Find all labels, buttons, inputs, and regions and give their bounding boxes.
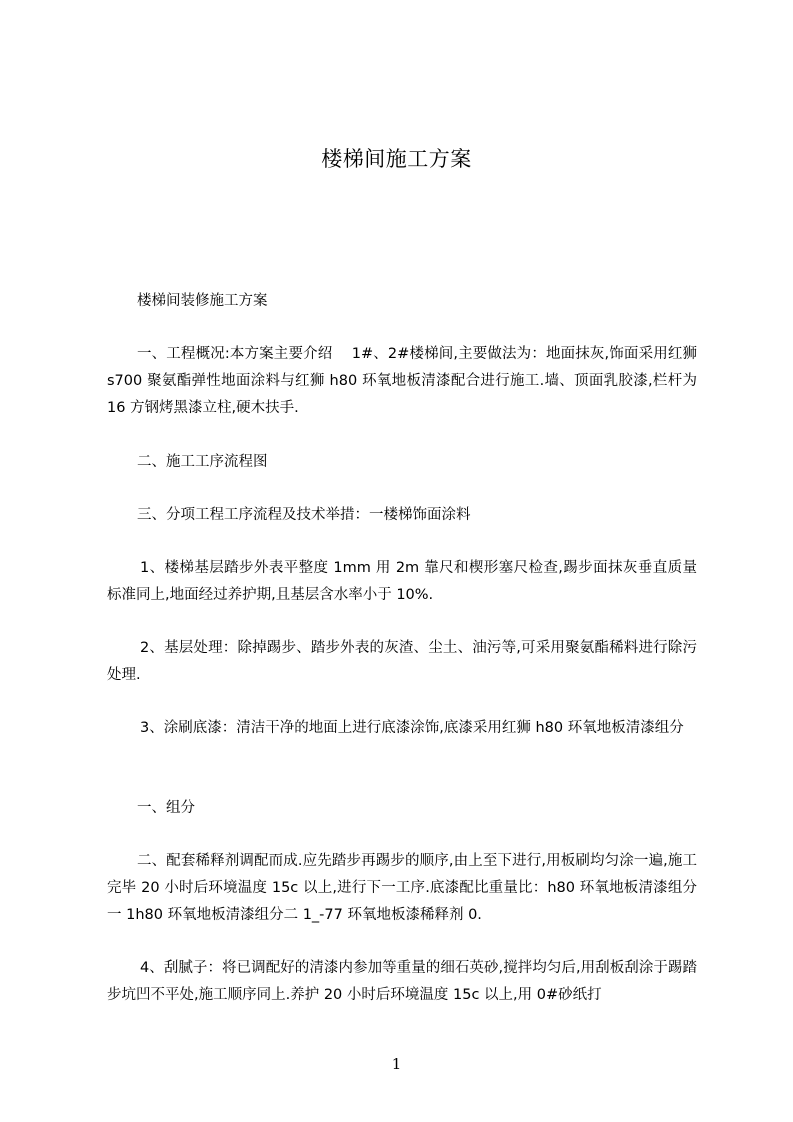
paragraph-component-2: 二、配套稀释剂调配而成.应先踏步再踢步的顺序,由上至下进行,用板刷均匀涂一遍,施工完毕 20 小时后环境温度 15c 以上,进行下一工序.底漆配比重量比：h80 环氧地板清漆组分一 1h80 环氧地板清漆组分二 1_-77 环氧地板漆稀释剂 0. — [107, 853, 697, 923]
paragraph-step-3: 3、涂刷底漆：清洁干净的地面上进行底漆涂饰,底漆采用红狮 h80 环氧地板清漆组分 — [140, 720, 684, 736]
paragraph-flowchart: 二、施工工序流程图 — [137, 454, 268, 470]
document-title: 楼梯间施工方案 — [321, 147, 472, 171]
paragraph-subtitle: 楼梯间装修施工方案 — [137, 293, 268, 309]
paragraph-step-4: 4、刮腻子：将已调配好的清漆内参加等重量的细石英砂,搅拌均匀后,用刮板刮涂于踢踏步坑凹不平处,施工顺序同上.养护 20 小时后环境温度 15c 以上,用 0#砂纸打 — [107, 960, 697, 1003]
paragraph-overview: 一、工程概况:本方案主要介绍 1#、2#楼梯间,主要做法为：地面抹灰,饰面采用红狮 s700 聚氨酯弹性地面涂料与红狮 h80 环氧地板清漆配合进行施工.墙、顶面乳胶漆,栏杆为 16 方钢烤黑漆立柱,硬木扶手. — [107, 346, 697, 416]
page-number: 1 — [391, 1055, 402, 1073]
paragraph-step-1: 1、楼梯基层踏步外表平整度 1mm 用 2m 靠尺和楔形塞尺检查,踢步面抹灰垂直质量标准同上,地面经过养护期,且基层含水率小于 10%. — [107, 560, 697, 603]
paragraph-component-1: 一、组分 — [137, 800, 195, 816]
paragraph-step-2: 2、基层处理：除掉踢步、踏步外表的灰渣、尘土、油污等,可采用聚氨酯稀料进行除污处理. — [107, 640, 697, 683]
paragraph-measures: 三、分项工程工序流程及技术举措：一楼梯饰面涂料 — [137, 507, 471, 523]
